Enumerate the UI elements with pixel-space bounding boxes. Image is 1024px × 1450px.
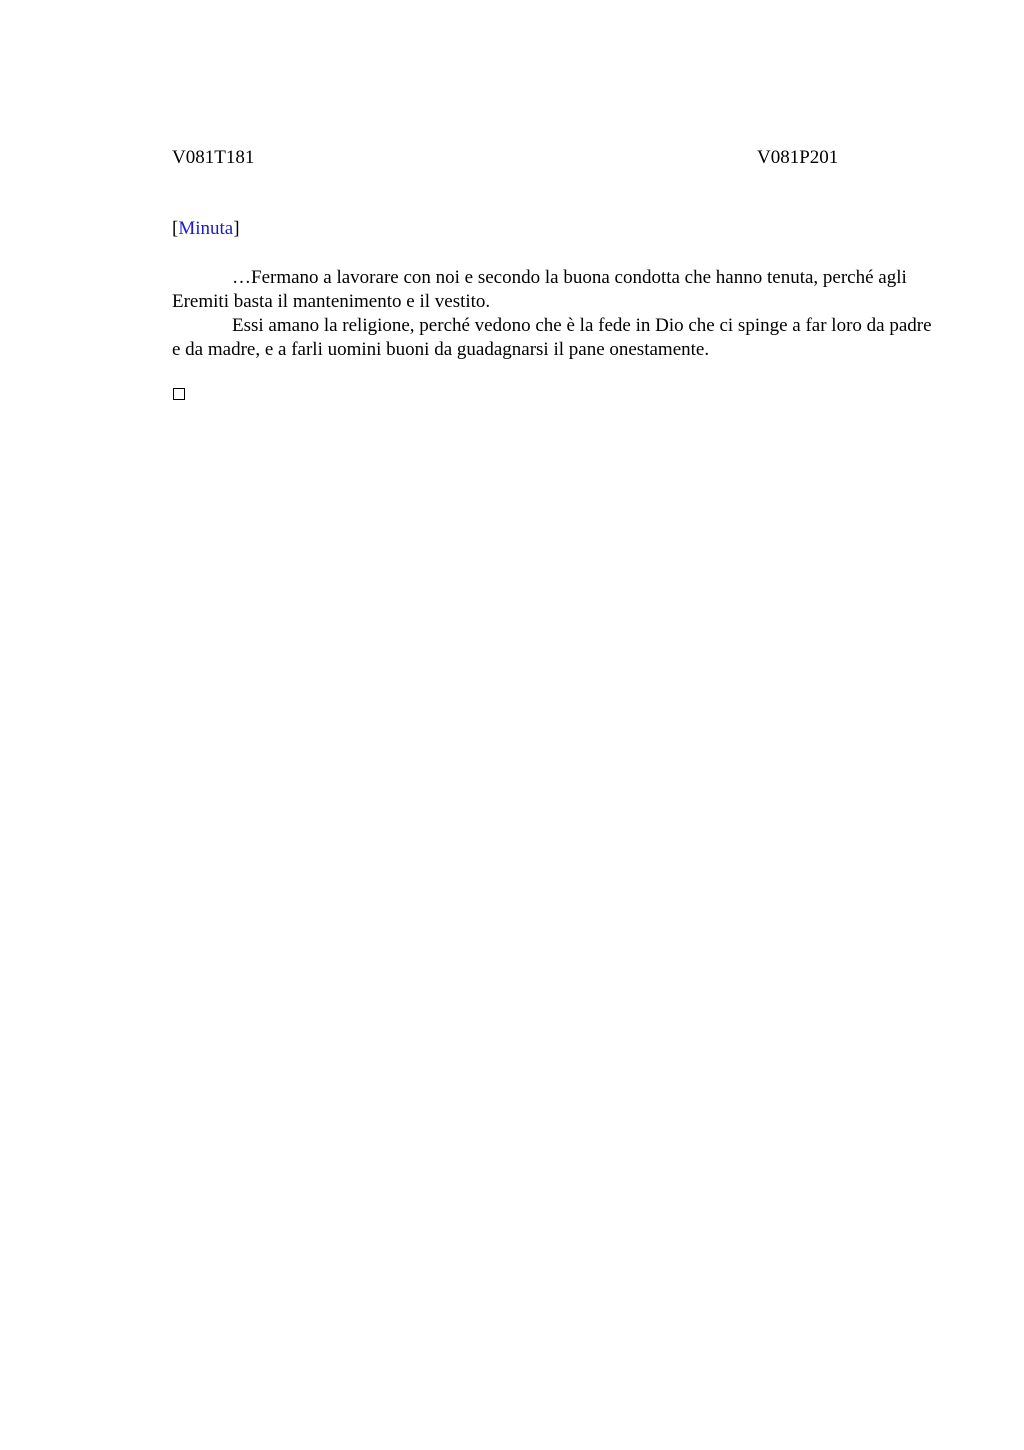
body-text xyxy=(172,266,932,362)
paragraph-1: …Fermano a lavorare con noi e secondo la buona condotta che hanno tenuta, perché agli Eremiti basta il mantenimento e il vestito. xyxy=(172,267,907,312)
header-right-code: V081P201 xyxy=(757,147,839,168)
header-left-code: V081T181 xyxy=(172,147,255,168)
heading-close-bracket: ] xyxy=(233,218,240,239)
section-heading xyxy=(172,218,240,240)
paragraph-2: Essi amano la religione, perché vedono che è la fede in Dio che ci spinge a far loro da padre e da madre, e a farli uomini buoni da guadagnarsi il pane onestamente. xyxy=(172,315,932,360)
heading-open-bracket: [ xyxy=(172,218,179,239)
square-outline-icon xyxy=(173,388,185,400)
minuta-link[interactable]: Minuta xyxy=(178,218,234,239)
